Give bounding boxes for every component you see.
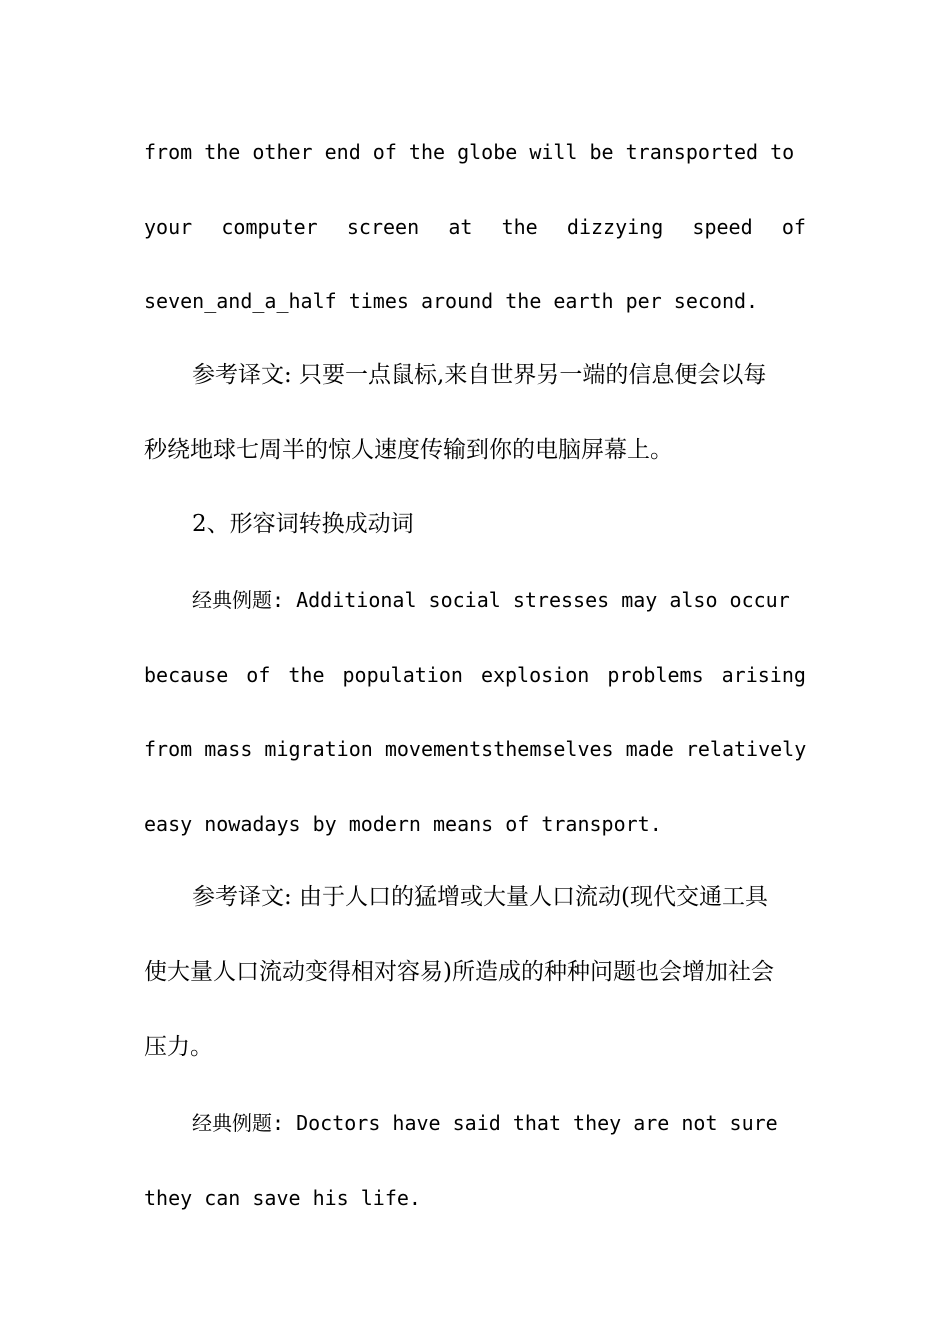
word: of bbox=[781, 215, 806, 239]
body-text-line-justified bbox=[144, 660, 806, 690]
word: speed bbox=[692, 215, 753, 239]
word: your bbox=[144, 215, 193, 239]
word: of bbox=[246, 663, 271, 687]
body-text-line: from mass migration movementsthemselves made relatively bbox=[144, 737, 807, 761]
example-line: 经典例题: Doctors have said that they are not sure bbox=[192, 1111, 778, 1135]
body-text-line: easy nowadays by modern means of transport. bbox=[144, 812, 662, 836]
word: problems bbox=[607, 663, 704, 687]
translation-line: 秒绕地球七周半的惊人速度传输到你的电脑屏幕上。 bbox=[144, 437, 673, 463]
translation-line: 参考译文: 由于人口的猛增或大量人口流动(现代交通工具 bbox=[192, 884, 769, 910]
word: because bbox=[144, 663, 229, 687]
word: population bbox=[342, 663, 463, 687]
word: at bbox=[448, 215, 473, 239]
word: dizzying bbox=[566, 215, 664, 239]
word: computer bbox=[221, 215, 318, 239]
body-text-line: from the other end of the globe will be transported to bbox=[144, 140, 795, 164]
word: explosion bbox=[480, 663, 590, 687]
body-text-line-justified bbox=[144, 212, 806, 242]
body-text-line: seven_and_a_half times around the earth per second. bbox=[144, 289, 759, 313]
word: screen bbox=[346, 215, 420, 239]
word: the bbox=[288, 663, 325, 687]
example-line: 经典例题: Additional social stresses may also occur bbox=[192, 588, 790, 612]
translation-line: 使大量人口流动变得相对容易)所造成的种种问题也会增加社会 bbox=[144, 959, 774, 985]
section-heading: 2、形容词转换成动词 bbox=[192, 511, 414, 537]
translation-line: 参考译文: 只要一点鼠标,来自世界另一端的信息便会以每 bbox=[192, 362, 767, 388]
word: arising bbox=[721, 663, 806, 687]
word: the bbox=[501, 215, 538, 239]
body-text-line: they can save his life. bbox=[144, 1186, 421, 1210]
translation-line: 压力。 bbox=[144, 1034, 213, 1060]
